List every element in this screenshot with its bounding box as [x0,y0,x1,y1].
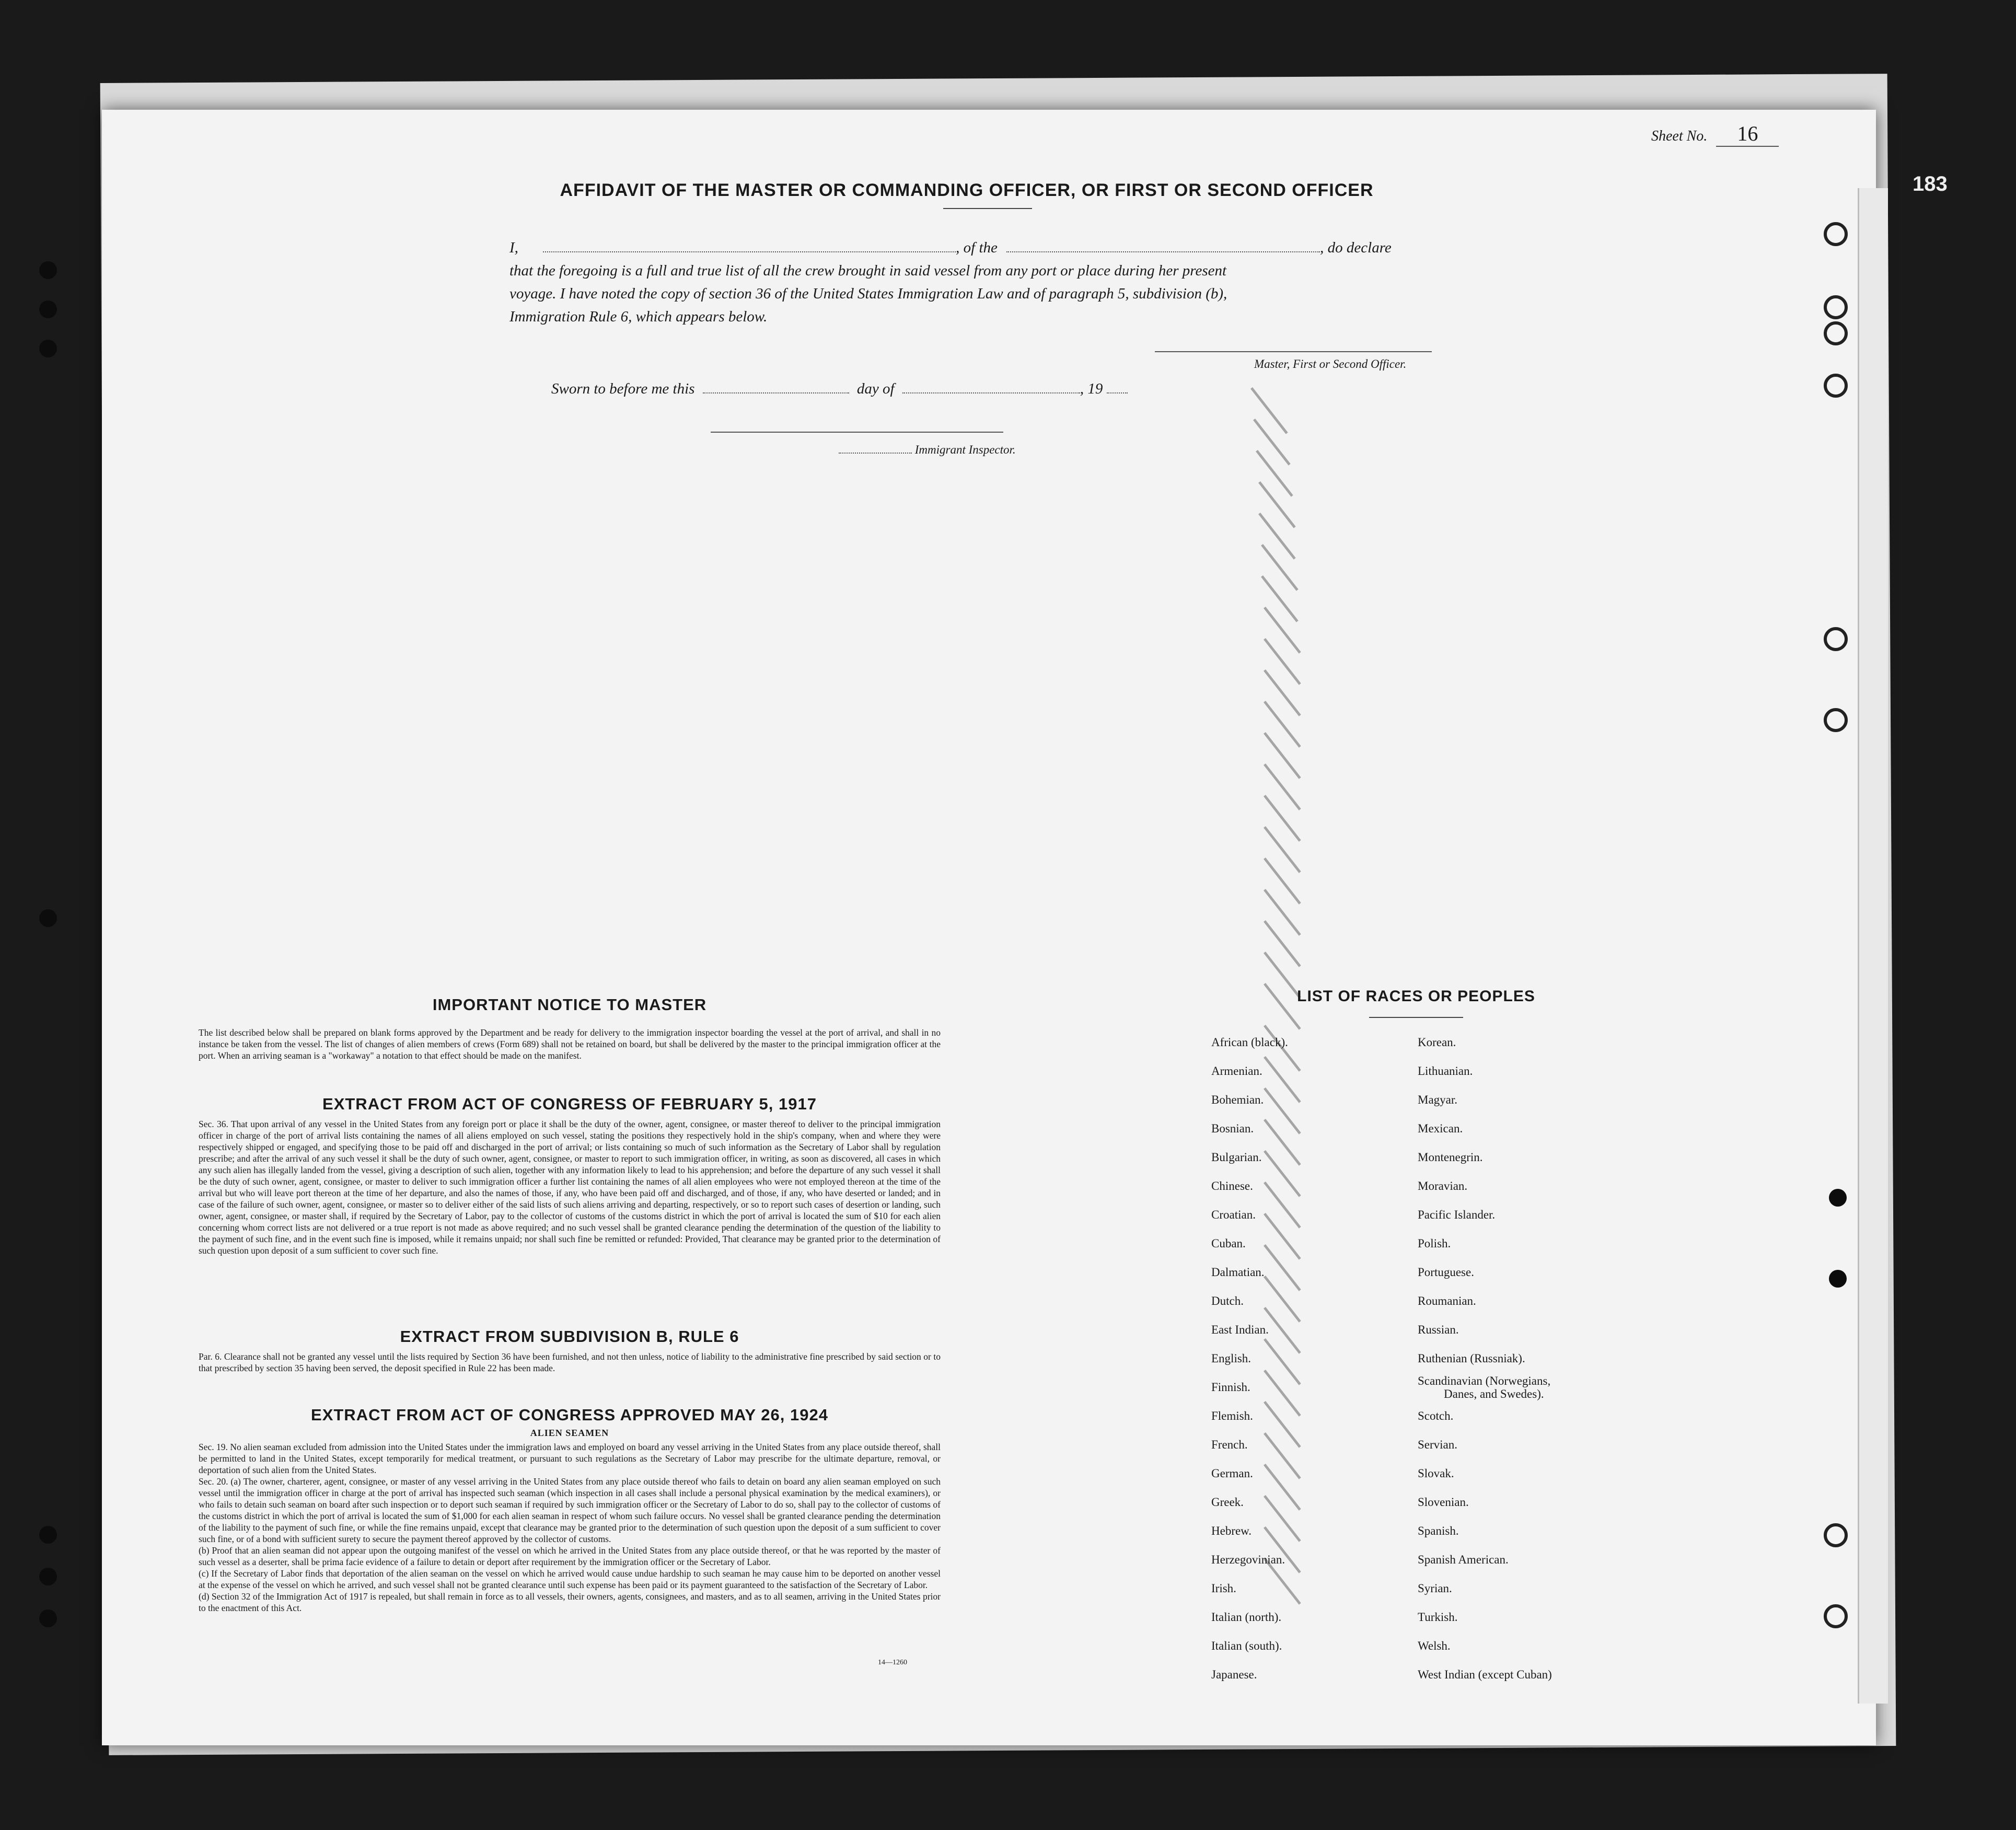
extract-rule6-title: EXTRACT FROM SUBDIVISION B, RULE 6 [400,1327,739,1346]
race-item: Korean. [1418,1036,1456,1049]
race-item: Herzegovinian. [1211,1553,1285,1566]
race-item: Turkish. [1418,1611,1458,1624]
race-item: Irish. [1211,1582,1236,1595]
binder-hole [39,300,57,318]
extract-1917-text: Sec. 36. That upon arrival of any vessel in the United States from any foreign port or place it shall be the duty of the owner, agent, consignee, or master thereof to deliver to the principal immigration officer in charge of the port of arrival lists containing the names of all aliens employed on such vessel, stating the positions they respectively hold in the ship's company, when and where they were respectively shipped or engaged, and specifying those to be paid off and discharged in the port of arrival; or lists containing so much of such information as the Secretary of Labor shall by regulation prescribe; and after the arrival of any such vessel it shall be the duty of such owner, agent, consignee, or master to report to such immigration officer, in writing, as soon as discovered, all cases in which any such alien has illegally landed from the vessel, giving a description of such alien, together with any information likely to lead to his apprehension; and before the departure of any such vessel it shall be the duty of such owner, agent, consignee, or master to deliver to such immigration officer a further list containing the names of all alien employees who were not employed thereon at the time of the arrival but who will leave port thereon at the time of her departure, and also the names of those, if any, who have been paid off and discharged, and of those, if any, who have deserted or landed; and in case of the failure of such owner, agent, consignee, or master so to deliver either of the said lists of such aliens arriving and departing, respectively, or so to report such cases of desertion or landing, such owner, agent, consignee, or master shall, if required by the Secretary of Labor, pay to the collector of customs of the customs district in which the port of arrival is located the sum of $10 for each alien concerning whom correct lists are not delivered or a true report is not made as above required; and no such vessel shall be granted clearance pending the determination of the question of the liability to the payment of such fine, and in the event such fine is imposed, while it remains unpaid; nor shall such fine be remitted or refunded: Provided, That clearance may be granted prior to the determination of such question upon deposit of a sum sufficient to cover such fine. [199,1119,941,1256]
race-item: Welsh. [1418,1639,1451,1652]
affidavit-title: AFFIDAVIT OF THE MASTER OR COMMANDING OFFICER, OR FIRST OR SECOND OFFICER [560,180,1374,200]
vessel-blank [1006,251,1320,252]
race-item: Bosnian. [1211,1122,1254,1135]
race-item: Croatian. [1211,1208,1256,1221]
race-item: Bulgarian. [1211,1151,1262,1164]
extract-1917-title: EXTRACT FROM ACT OF CONGRESS OF FEBRUARY 5, 1917 [322,1095,817,1113]
binder-hole [1824,1604,1848,1628]
race-item: Italian (south). [1211,1639,1282,1652]
races-title: LIST OF RACES OR PEOPLES [1297,988,1535,1005]
race-item: Magyar. [1418,1093,1458,1106]
margin-page-number: 183 [1913,172,1948,195]
race-item: Russian. [1418,1323,1459,1336]
binder-hole [39,909,57,927]
race-item: Moravian. [1418,1179,1468,1192]
race-item: Dalmatian. [1211,1266,1265,1279]
binder-hole [39,1568,57,1585]
race-item: Finnish. [1211,1381,1250,1394]
race-item: Cuban. [1211,1237,1246,1250]
race-item: German. [1211,1467,1253,1480]
race-item: Bohemian. [1211,1093,1264,1106]
race-item: French. [1211,1438,1248,1451]
race-item: West Indian (except Cuban) [1418,1668,1552,1681]
master-signature-line [1155,351,1432,352]
race-item: Hebrew. [1211,1524,1252,1537]
declaration-text [509,236,1481,328]
binder-hole [1824,627,1848,651]
sheet-number-label: Sheet No. [1651,128,1708,144]
master-caption: Master, First or Second Officer. [1254,357,1407,370]
race-item: Japanese. [1211,1668,1257,1681]
extract-1924-text [199,1441,941,1614]
binder-hole [39,1526,57,1544]
race-item: Slovenian. [1418,1496,1469,1509]
binder-hole [1824,374,1848,398]
race-item: Scotch. [1418,1409,1454,1422]
sec19-text: Sec. 19. No alien seaman excluded from admission into the United States under the immigration laws and employed on board any vessel arriving in the United States from any place outside thereof, shall be permitted to land in the United States, except temporarily for medical treatment, or pursuant to such regulations as the Secretary of Labor may prescribe for the ultimate departure, removal, or deportation of such alien from the United States. [199,1442,941,1475]
race-item: Roumanian. [1418,1294,1476,1307]
sec20b-text: (b) Proof that an alien seaman did not appear upon the outgoing manifest of the vessel on which he arrived in the United States from any place outside thereof, or that he was reported by the master of such vessel as a deserter, shall be prima facie evidence of a failure to detain or deport after requirement by the immigration officer or the Secretary of Labor. [199,1545,941,1567]
form-number: 14—1260 [878,1659,907,1666]
sworn-month-blank [902,392,1080,393]
binder-hole [1824,222,1848,246]
binder-hole [39,261,57,279]
race-item: Italian (north). [1211,1611,1282,1624]
binder-hole [1824,1523,1848,1547]
race-item: Dutch. [1211,1294,1244,1307]
binder-hole [1824,708,1848,732]
notice-title: IMPORTANT NOTICE TO MASTER [432,995,707,1014]
sheet-number [1651,121,1779,147]
race-item: Spanish. [1418,1524,1459,1537]
binder-hole [1824,295,1848,319]
declaration-line-2: that the foregoing is a full and true list of all the crew brought in said vessel from any port or place during her present [509,262,1227,279]
inspector-signature-line [711,432,1003,433]
binder-hole [1829,1270,1847,1288]
binder-hole [39,340,57,357]
page-fold-edge [1858,188,1888,1704]
binder-hole [1829,1189,1847,1207]
inspector-caption: Immigrant Inspector. [839,443,1016,457]
declaration-line-4: Immigration Rule 6, which appears below. [509,308,768,325]
race-item: Chinese. [1211,1179,1253,1192]
sec20a-text: Sec. 20. (a) The owner, charterer, agent, consignee, or master of any vessel arriving in the United States from any place outside thereof who fails to detain on board any alien seaman employed on such vessel until the immigration officer in charge at the port of arrival has inspected such seaman (which inspection in all cases shall include a personal physical examination by the medical examiners), or who fails to detain such seaman on board after such inspection or to deport such seaman if required by such immigration officer or the Secretary of Labor to do so, shall pay to the collector of customs of the customs district in which the port of arrival is located the sum of $1,000 for each alien seaman in respect of whom such failure occurs. No vessel shall be granted clearance pending the determination of the liability to the payment of such fine, or while the fine remains unpaid, except that clearance may be granted prior to the determination of such question upon the deposit of a sum sufficient to cover such fine, or of a bond with sufficient surety to secure the payment thereof approved by the collector of customs. [199,1476,941,1544]
race-item: Mexican. [1418,1122,1463,1135]
sec20d-text: (d) Section 32 of the Immigration Act of 1917 is repealed, but shall remain in force as to all vessels, their owners, agents, consignees, and masters, and as to all seamen, arriving in the United States prior to the enactment of this Act. [199,1591,941,1613]
race-item: Lithuanian. [1418,1064,1473,1078]
sworn-year-blank [1107,392,1128,393]
race-item: Ruthenian (Russniak). [1418,1352,1525,1365]
race-item: Polish. [1418,1237,1451,1250]
sworn-day-blank [703,392,849,393]
declaration-line-3: voyage. I have noted the copy of section 36 of the United States Immigration Law and of paragraph 5, subdivision (b), [509,285,1227,302]
extract-rule6-text: Par. 6. Clearance shall not be granted any vessel until the lists required by Section 36 have been furnished, and not then unless, notice of liability to the administrative fine prescribed by said section or to that prescribed by section 35 having been served, the deposit specified in Rule 22 has been made. [199,1351,941,1373]
race-item: Spanish American. [1418,1553,1509,1566]
notice-text: The list described below shall be prepared on blank forms approved by the Department and be ready for delivery to the immigration inspector boarding the vessel at the port of arrival, and shall in no instance be taken from the vessel. The list of changes of alien members of crews (Form 689) shall not be retained on board, but shall be delivered by the master to the principal immigration officer at the port. When an arriving seaman is a "workaway" a notation to that effect should be made on the manifest. [199,1027,941,1061]
race-item: Portuguese. [1418,1266,1474,1279]
race-item: Montenegrin. [1418,1151,1483,1164]
race-item: Servian. [1418,1438,1458,1451]
race-item: Slovak. [1418,1467,1454,1480]
race-item: English. [1211,1352,1252,1365]
race-item: African (black). [1211,1036,1288,1049]
race-item: East Indian. [1211,1323,1269,1336]
race-item: Flemish. [1211,1409,1253,1422]
race-item: Greek. [1211,1496,1244,1509]
race-item: Pacific Islander. [1418,1208,1496,1221]
extract-1924-title: EXTRACT FROM ACT OF CONGRESS APPROVED MAY 26, 1924 [311,1406,828,1424]
races-title-rule [1369,1017,1463,1018]
race-item: Syrian. [1418,1582,1452,1595]
sec20c-text: (c) If the Secretary of Labor finds that deportation of the alien seaman on the vessel on which he arrived would cause undue hardship to such seaman he may cause him to be deported on another vessel at the expense of the vessel on which he arrived, and such vessel shall not be granted clearance until such expense has been paid or its payment guaranteed to the satisfaction of the Secretary of Labor. [199,1568,941,1590]
binder-hole [39,1609,57,1627]
race-item: Armenian. [1211,1064,1262,1078]
name-blank [543,251,956,252]
title-rule [943,208,1032,209]
race-item: Danes, and Swedes). [1444,1387,1544,1400]
race-item: Scandinavian (Norwegians, [1418,1374,1551,1387]
sheet-number-value: 16 [1716,121,1779,147]
sworn-line: Sworn to before me this day of , 19 [551,380,1128,398]
declaration-line-1: I, , of the , do declare [509,239,1392,256]
binder-hole [1824,321,1848,345]
alien-seamen-subtitle: ALIEN SEAMEN [530,1428,609,1438]
